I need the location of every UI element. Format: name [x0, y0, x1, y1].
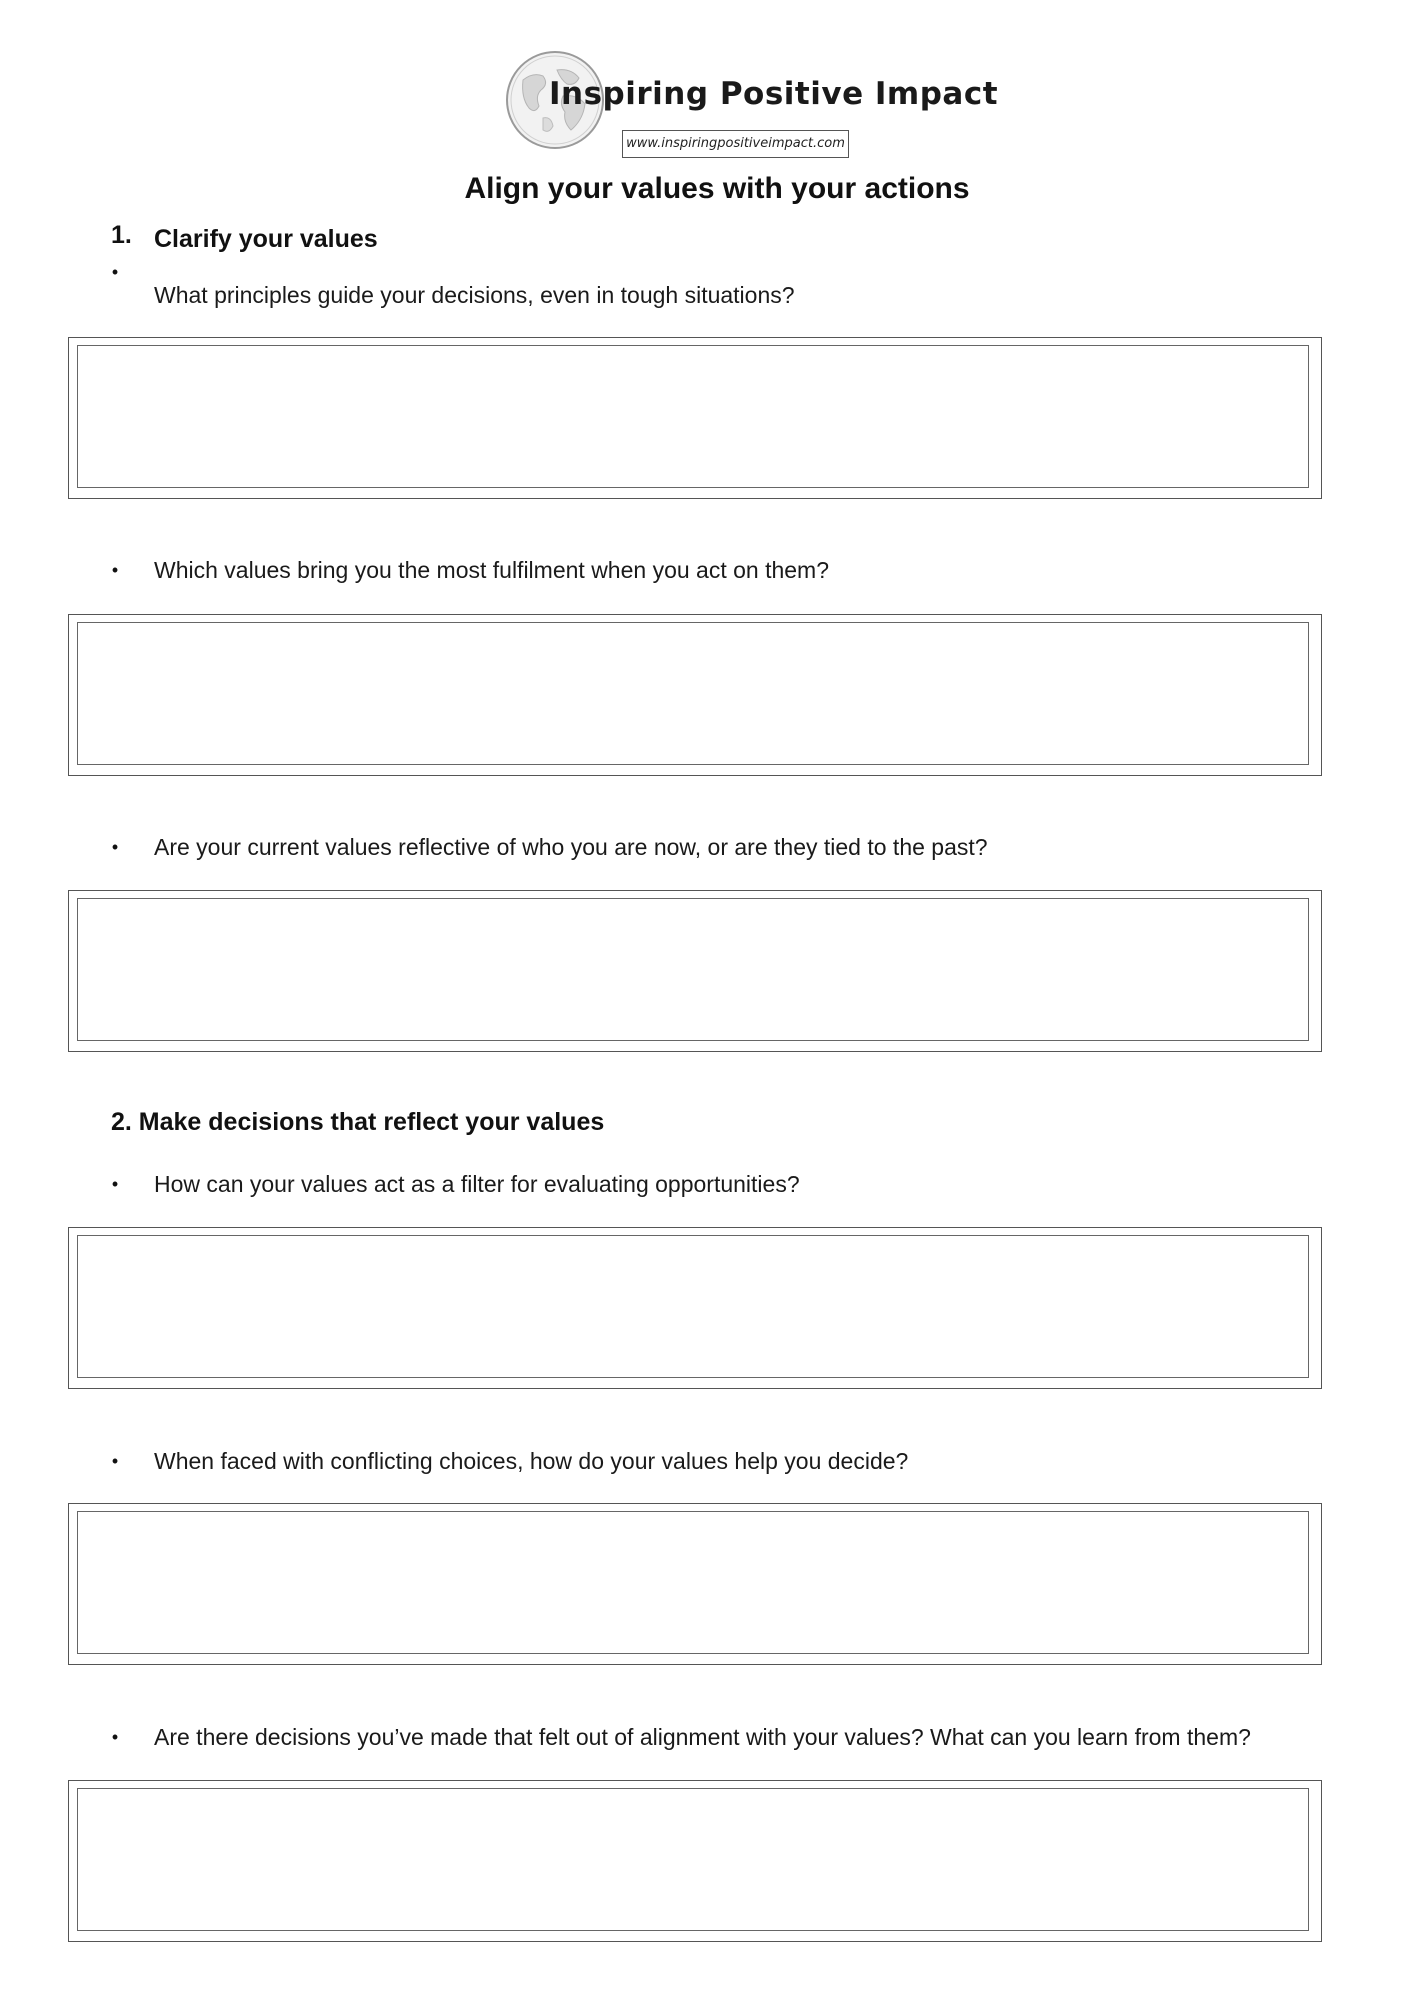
section-heading: Clarify your values	[154, 225, 378, 253]
answer-box[interactable]	[68, 337, 1322, 499]
logo-title: Inspiring Positive Impact	[549, 76, 999, 112]
question-text: How can your values act as a filter for evaluating opportunities?	[154, 1171, 800, 1197]
answer-box[interactable]	[68, 1780, 1322, 1942]
question-text: When faced with conflicting choices, how do your values help you decide?	[154, 1448, 909, 1474]
question-text: Which values bring you the most fulfilment when you act on them?	[154, 557, 830, 583]
bullet: •	[111, 560, 119, 580]
answer-box[interactable]	[68, 614, 1322, 776]
bullet: •	[111, 1727, 119, 1747]
bullet: •	[111, 1451, 119, 1471]
question-text: Are your current values reflective of who you are now, or are they tied to the past?	[154, 834, 988, 860]
page-title: Align your values with your actions	[464, 172, 970, 205]
section-heading: 2. Make decisions that reflect your values	[111, 1108, 605, 1136]
answer-box[interactable]	[68, 1227, 1322, 1389]
answer-box[interactable]	[68, 890, 1322, 1052]
question-text: What principles guide your decisions, even in tough situations?	[154, 282, 795, 308]
logo-url: www.inspiringpositiveimpact.com	[622, 130, 849, 158]
question-text: Are there decisions you’ve made that felt out of alignment with your values? What can you learn from them?	[154, 1724, 1251, 1750]
bullet: •	[111, 262, 119, 282]
section-number: 1.	[111, 221, 132, 249]
bullet: •	[111, 1174, 119, 1194]
bullet: •	[111, 837, 119, 857]
answer-box[interactable]	[68, 1503, 1322, 1665]
